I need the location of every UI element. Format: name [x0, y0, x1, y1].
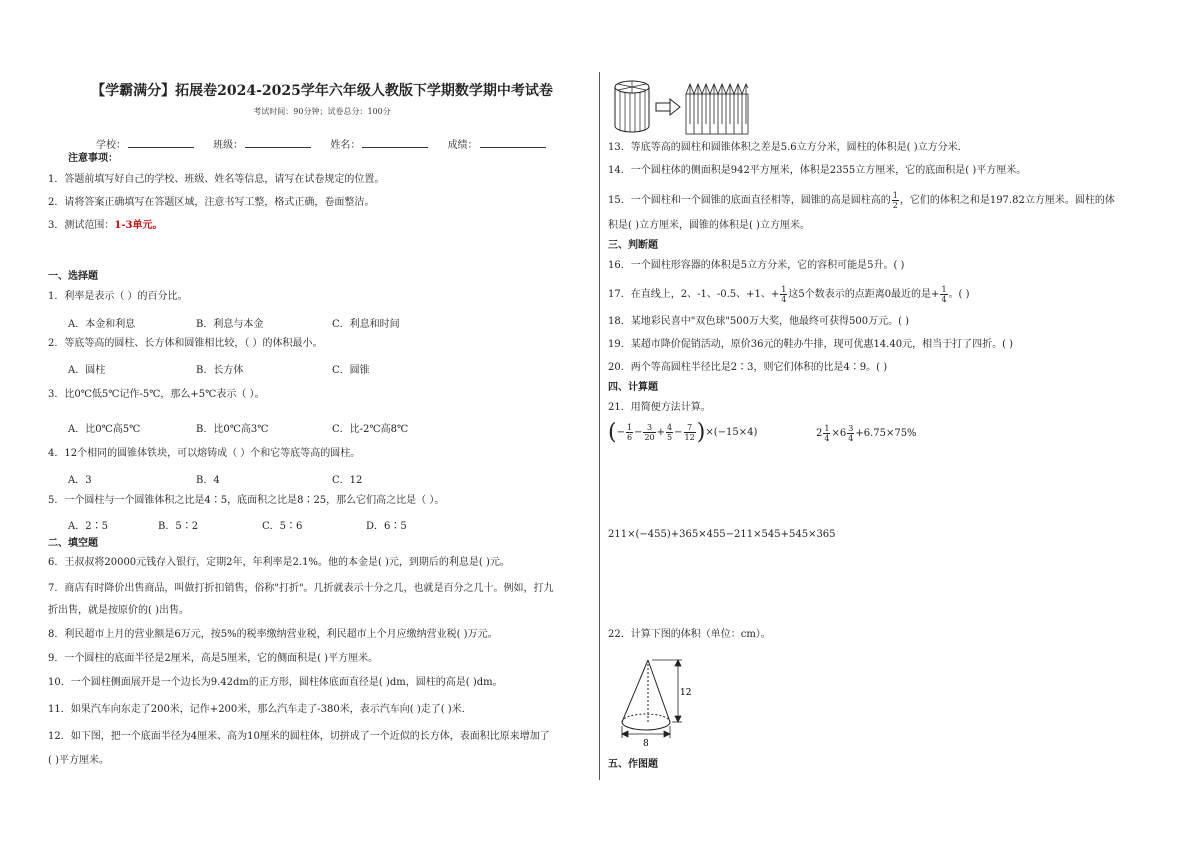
exam-title: 【学霸满分】拓展卷2024-2025学年六年级人教版下学期数学期中考试卷 [91, 83, 553, 99]
q5-option-b[interactable]: B．5∶2 [158, 521, 199, 532]
cone-illustration [622, 660, 670, 730]
column-divider [599, 72, 600, 780]
q9: 9．一个圆柱的底面半径是2厘米，高是5厘米，它的侧面积是( )平方厘米。 [48, 653, 379, 664]
q15-line2: 积是( )立方厘米，圆锥的体积是( )立方厘米。 [608, 220, 810, 231]
q4-option-a[interactable]: A．3 [68, 475, 92, 486]
q4-option-c[interactable]: C．12 [332, 475, 363, 486]
q21: 21．用简便方法计算。 [608, 402, 711, 413]
q10: 10．一个圆柱侧面展开是一个边长为9.42dm的正方形，圆柱体底面直径是( )dm，圆柱的高是( )dm。 [48, 677, 503, 688]
q1: 1．利率是表示（ ）的百分比。 [48, 291, 188, 302]
section5-heading: 五、作图题 [608, 759, 658, 770]
cylinder-illustration [615, 81, 649, 132]
test-range: 1-3单元。 [114, 220, 163, 231]
q6: 6．王叔叔将20000元钱存入银行，定期2年，年利率是2.1%。他的本金是( )元，到期后的利息是( )元。 [48, 557, 510, 568]
q2-option-c[interactable]: C．圆锥 [332, 365, 370, 376]
q15-line1: 15．一个圆柱和一个圆锥的底面直径相等，圆锥的高是圆柱高的 $\frac{1}{2}$ ，它们的体积之和是197.82立方厘米。圆柱的体 [608, 191, 1115, 210]
section3-heading: 三、判断题 [608, 240, 658, 251]
school-blank[interactable] [128, 138, 194, 148]
name-label: 姓名： [330, 140, 361, 151]
exam-subtitle: 考试时间：90分钟；试卷总分：100分 [253, 107, 391, 116]
cone-figure [614, 654, 704, 750]
q2: 2．等底等高的圆柱、长方体和圆锥相比较，（ ）的体积最小。 [48, 338, 323, 349]
q1-option-c[interactable]: C．利息和时间 [332, 319, 400, 330]
q5: 5．一个圆柱与一个圆锥体积之比是4∶5，底面积之比是8∶25，那么它们高之比是（ ）。 [48, 495, 445, 506]
notice-item-2: 2．请将答案正确填写在答题区域，注意书写工整，格式正确，卷面整洁。 [48, 197, 375, 208]
expression-3: 211×(−455)+365×455−211×545+545×365 [608, 529, 836, 540]
q1-option-b[interactable]: B．利息与本金 [196, 319, 264, 330]
q3-option-b[interactable]: B．比0℃高3℃ [196, 424, 269, 435]
notice-item-1: 1．答题前填写好自己的学校、班级、姓名等信息，请写在试卷规定的位置。 [48, 174, 385, 185]
q2-option-b[interactable]: B．长方体 [196, 365, 244, 376]
score-blank[interactable] [480, 138, 546, 148]
expression-1: (− $\frac{1}{6}$ − $\frac{3}{20}$ + $\frac{4}{5}$ − $\frac{7}{12}$ )×(−15×4) [608, 420, 758, 445]
score-label: 成绩： [447, 140, 478, 151]
q2-option-a[interactable]: A．圆柱 [68, 365, 106, 376]
rectangular-prism-illustration [686, 84, 748, 134]
q12-line1: 12．如下图，把一个底面半径为4厘米、高为10厘米的圆柱体，切拼成了一个近似的长方体，表面积比原来增加了 [48, 731, 550, 742]
q14: 14．一个圆柱体的侧面积是942平方厘米，体积是2355立方厘米，它的底面积是( )平方厘米。 [608, 165, 1027, 176]
q3: 3．比0℃低5℃记作-5℃，那么+5℃表示（ ）。 [48, 389, 265, 400]
fraction-half: $\frac{1}{2}$ [892, 191, 898, 210]
q4-option-b[interactable]: B．4 [196, 475, 220, 486]
expression-2: 2 $\frac{1}{4}$ ×6 $\frac{3}{4}$ +6.75×75% [816, 424, 917, 443]
q13: 13．等底等高的圆柱和圆锥体积之差是5.6立方分米，圆柱的体积是( )立方分米． [608, 142, 968, 153]
student-info [96, 136, 562, 151]
section1-heading: 一、选择题 [48, 271, 98, 282]
school-label: 学校： [96, 140, 126, 151]
cylinder-cut-figure [612, 78, 752, 138]
fraction-quarter: $\frac{1}{4}$ [781, 285, 787, 304]
q22: 22．计算下图的体积（单位：cm）。 [608, 629, 771, 640]
q1-option-a[interactable]: A．本金和利息 [68, 319, 136, 330]
arrow-icon [656, 99, 680, 115]
q4: 4．12个相同的圆锥体铁块，可以熔铸成（ ）个和它等底等高的圆柱。 [48, 448, 361, 459]
class-label: 班级： [213, 140, 244, 151]
fraction-quarter-2: $\frac{1}{4}$ [941, 285, 947, 304]
notice-heading: 注意事项： [68, 153, 118, 164]
section4-heading: 四、计算题 [608, 382, 658, 393]
q7-line1: 7．商店有时降价出售商品，叫做打折扣销售，俗称"打折"。几折就表示十分之几，也就是百分之几十。例如，打九 [48, 583, 554, 594]
class-blank[interactable] [245, 138, 311, 148]
q19: 19．某超市降价促销活动，原价36元的鞋办牛排，现可优惠14.40元，相当于打了四折。( ) [608, 339, 1014, 350]
name-blank[interactable] [362, 138, 428, 148]
section2-heading: 二、填空题 [48, 538, 98, 549]
q18: 18．某地彩民喜中"双色球"500万大奖，他最终可获得500万元。( ) [608, 316, 910, 327]
q12-line2: ( )平方厘米。 [48, 755, 109, 766]
q5-option-d[interactable]: D．6∶5 [366, 521, 407, 532]
cone-height-label: 12 [680, 688, 692, 698]
q5-option-c[interactable]: C．5∶6 [262, 521, 303, 532]
cone-diameter-label: 8 [643, 739, 649, 749]
q3-option-c[interactable]: C．比-2℃高8℃ [332, 424, 409, 435]
q16: 16．一个圆柱形容器的体积是5立方分米，它的容积可能是5升。( ) [608, 260, 905, 271]
q7-line2: 折出售，就是按原价的( )出售。 [48, 605, 189, 616]
q17: 17．在直线上，2、-1、-0.5、+1、+ $\frac{1}{4}$ 这5个数表示的点距离0最近的是+ $\frac{1}{4}$ 。( ) [608, 285, 970, 304]
q8: 8．利民超市上月的营业额是6万元，按5%的税率缴纳营业税，利民超市上个月应缴纳营业税( )万元。 [48, 629, 498, 640]
q3-option-a[interactable]: A．比0℃高5℃ [68, 424, 141, 435]
q20: 20．两个等高圆柱半径比是2∶3，则它们体积的比是4∶9。( ) [608, 362, 888, 373]
q5-option-a[interactable]: A．2∶5 [68, 521, 108, 532]
notice-item-3: 3．测试范围：1-3单元。 [48, 220, 163, 231]
q11: 11．如果汽车向东走了200米，记作+200米，那么汽车走了-380米，表示汽车向( )走了( )米． [48, 704, 472, 715]
